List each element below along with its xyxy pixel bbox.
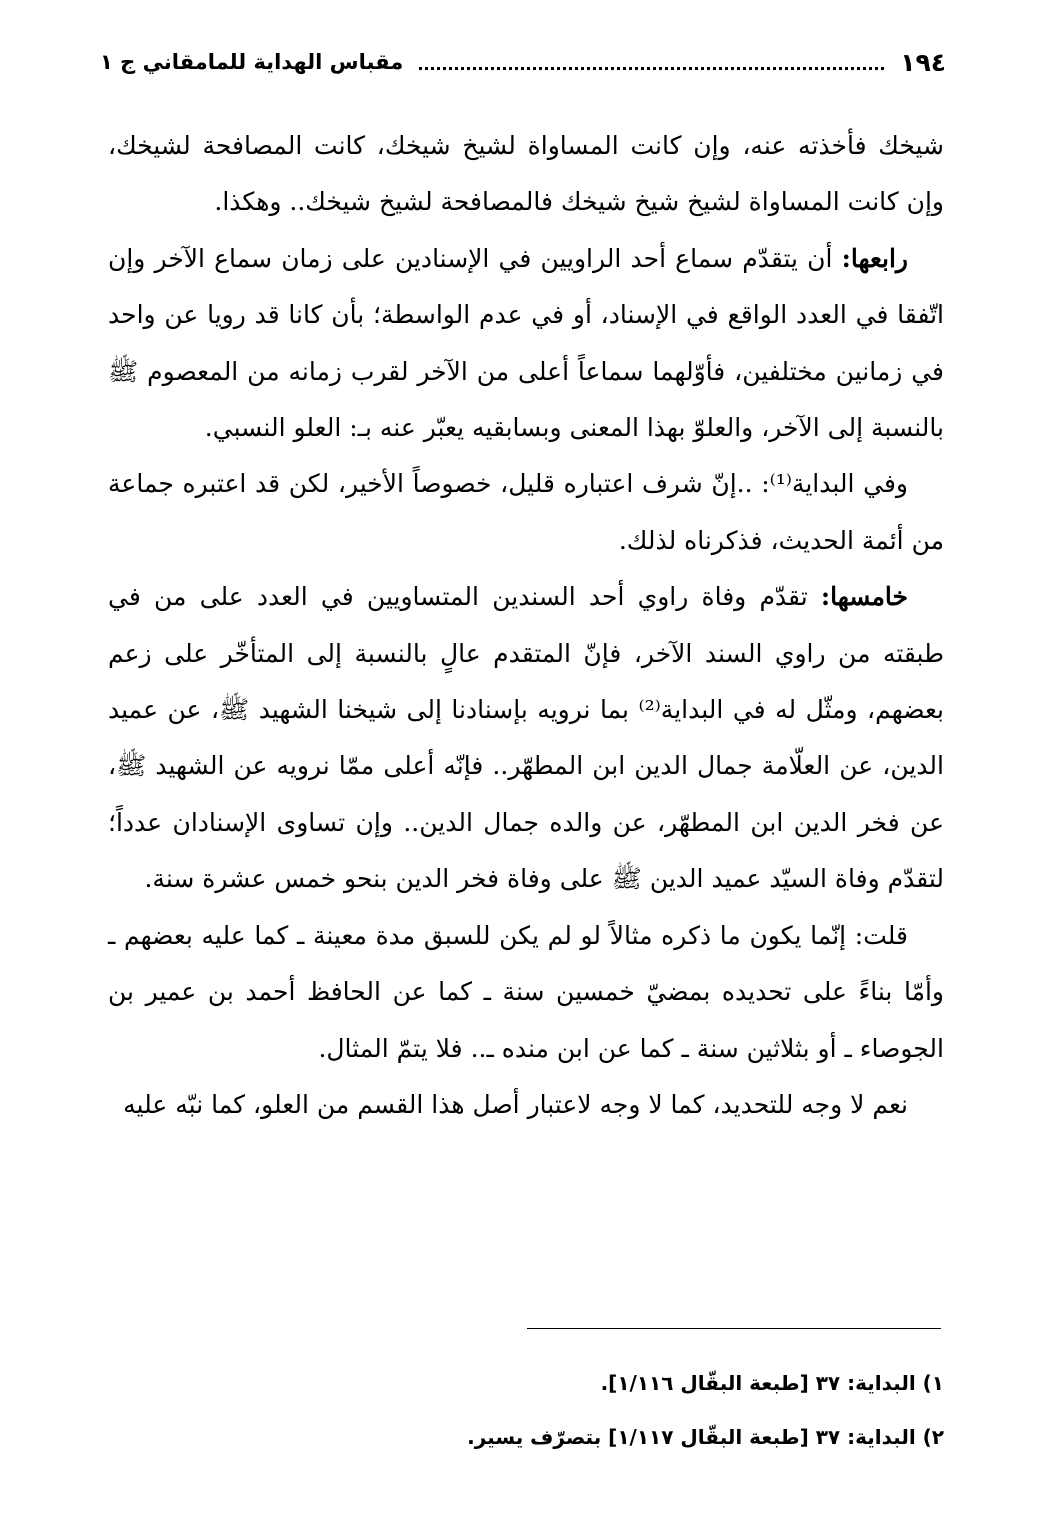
paragraph-text: أن يتقدّم سماع أحد الراويين في الإسنادين على زمان سماع الآخر وإن اتّفقا في العدد الواقع في الإسناد، أو في عدم الواسطة؛ بأن كانا قد رويا عن واحد في زمانين مختلفين، فأوّلهما سماعاً أعلى من الآخر لقرب زمانه من المعصوم ﷺ بالنسبة إلى الآخر، والعلوّ بهذا المعنى وبسابقيه يعبّر عنه بـ: العلو النسبي. [108, 243, 944, 443]
footnote-2: ٢) البداية: ٣٧ [طبعة البقّال ١/١١٧] بتصرّف يسير. [467, 1425, 944, 1449]
paragraph [108, 1077, 944, 1133]
paragraph-text: تقدّم وفاة راوي أحد السندين المتساويين في العدد على من في طبقته من راوي السند الآخر، فإنّ المتقدم عالٍ بالنسبة إلى المتأخّر على زعم بعضهم، ومثّل له في البداية⁽²⁾ بما نرويه بإسنادنا إلى شيخنا الشهيد ﷺ، عن عميد الدين، عن العلّامة جمال الدين ابن المطهّر.. فإنّه أعلى ممّا نرويه عن الشهيد ﷺ، عن فخر الدين ابن المطهّر، عن والده جمال الدين.. وإن تساوى الإسنادان عدداً؛ لتقدّم وفاة السيّد عميد الدين ﷺ على وفاة فخر الدين بنحو خمس عشرة سنة. [108, 582, 944, 894]
paragraph [108, 569, 944, 907]
footnote-separator [527, 1328, 941, 1329]
paragraph-text: نعم لا وجه للتحديد، كما لا وجه لاعتبار أصل هذا القسم من العلو، كما نبّه عليه [123, 1089, 908, 1119]
paragraph-lead: رابعها: [841, 243, 908, 273]
footnote-1: ١) البداية: ٣٧ [طبعة البقّال ١/١١٦]. [600, 1371, 944, 1395]
paragraph [108, 118, 944, 231]
body-text [108, 118, 944, 1133]
paragraph-text: شيخك فأخذته عنه، وإن كانت المساواة لشيخ شيخك، كانت المصافحة لشيخك، وإن كانت المساواة لشيخ شيخ شيخك فالمصافحة لشيخ شيخك.. وهكذا. [108, 131, 944, 217]
footnotes [108, 1356, 944, 1464]
paragraph [108, 456, 944, 569]
header-leader-dots [419, 67, 884, 70]
page-header [100, 42, 946, 82]
paragraph-text: وفي البداية⁽¹⁾: ..إنّ شرف اعتباره قليل، خصوصاً الأخير، لكن قد اعتبره جماعة من أئمة الحديث، فذكرناه لذلك. [108, 469, 944, 555]
paragraph-lead: خامسها: [820, 582, 908, 612]
paragraph-text: قلت: إنّما يكون ما ذكره مثالاً لو لم يكن للسبق مدة معينة ـ كما عليه بعضهم ـ وأمّا بناءً على تحديده بمضيّ خمسين سنة ـ كما عن الحافظ أحمد بن عمير بن الجوصاء ـ أو بثلاثين سنة ـ كما عن ابن منده ـ.. فلا يتمّ المثال. [108, 920, 944, 1063]
paragraph [108, 231, 944, 457]
paragraph [108, 908, 944, 1077]
page-number: ١٩٤ [900, 47, 946, 77]
running-title: مقباس الهداية للمامقاني ج ١ [100, 50, 404, 74]
